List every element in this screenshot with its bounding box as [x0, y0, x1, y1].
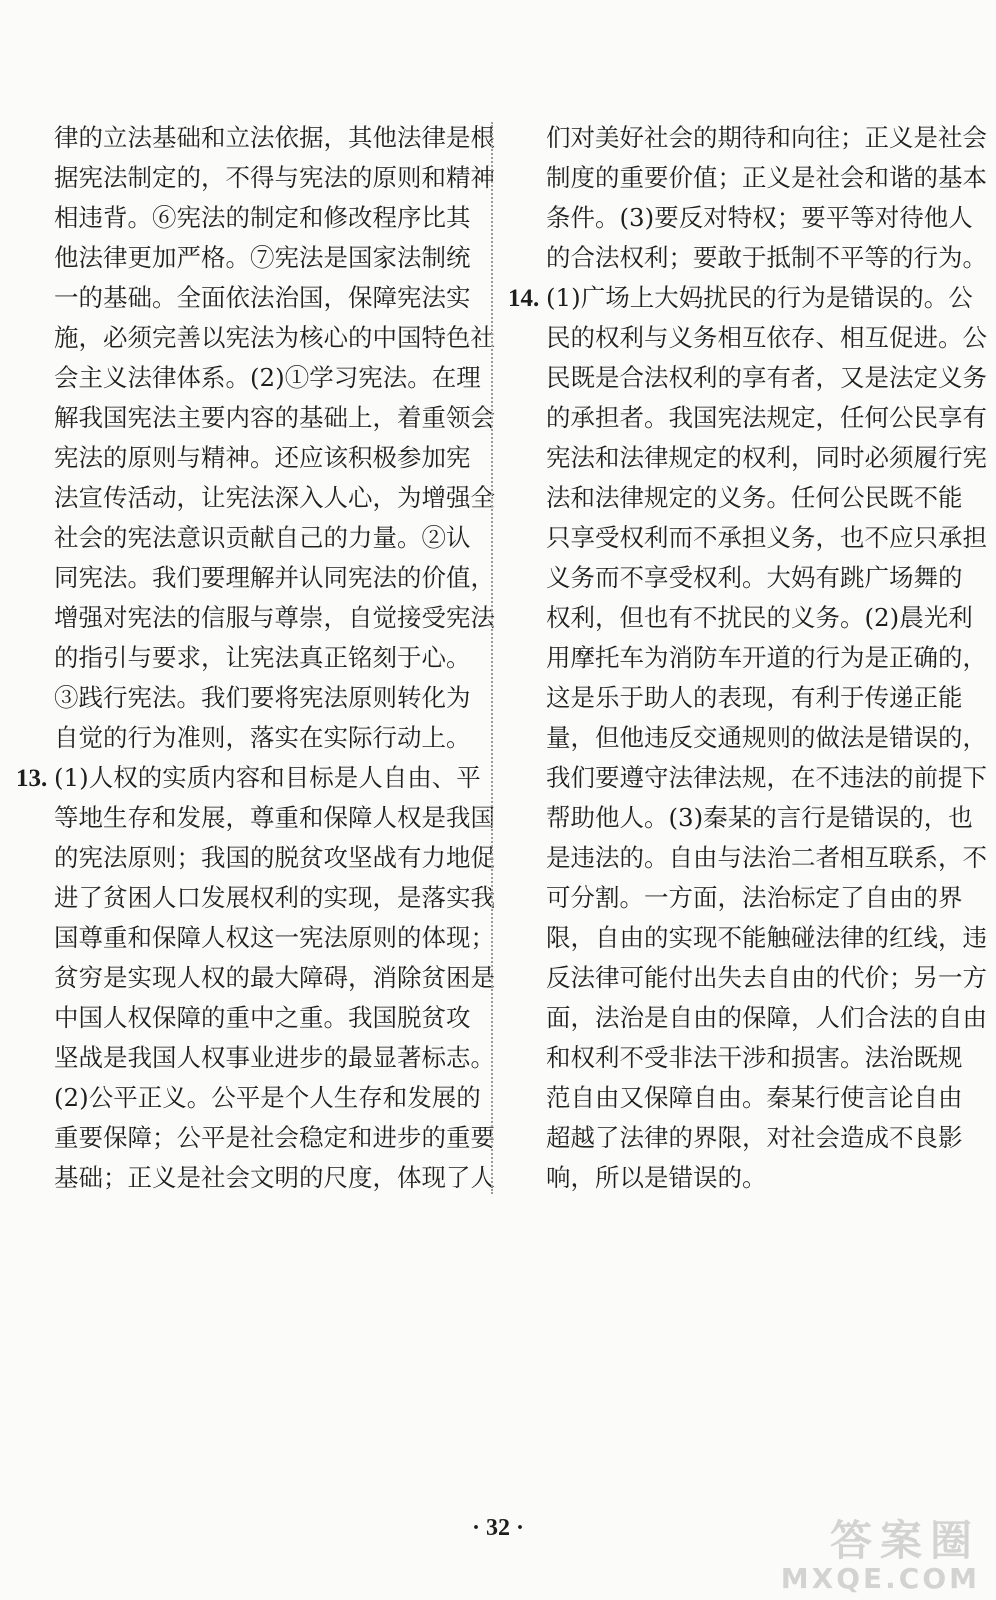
q13-continuation: [508, 118, 987, 278]
page-number: · 32 ·: [471, 1515, 524, 1541]
q12-continuation: [16, 118, 495, 758]
text-line: 施，必须完善以宪法为核心的中国特色社: [54, 323, 495, 352]
text-line: 进了贫困人口发展权利的实现，是落实我: [54, 883, 495, 912]
text-line: 一的基础。全面依法治国，保障宪法实: [54, 283, 471, 312]
text-line: 量，但他违反交通规则的做法是错误的，: [546, 723, 987, 752]
watermark-text: 答案圈: [829, 1516, 980, 1565]
column-divider: [491, 122, 493, 1194]
text-line: 帮助他人。(3)秦某的言行是错误的，也: [546, 803, 973, 832]
text-line: 限，自由的实现不能触碰法律的红线，违: [546, 923, 987, 952]
question-14-answer: [508, 278, 987, 1198]
text-line: 律的立法基础和立法依据，其他法律是根: [54, 123, 495, 152]
text-line: 宪法和法律规定的权利，同时必须履行宪: [546, 443, 987, 472]
text-line-body: (1)人权的实质内容和目标是人自由、平: [54, 763, 481, 792]
text-line: 们对美好社会的期待和向往；正义是社会: [546, 123, 987, 152]
text-line: 的承担者。我国宪法规定，任何公民享有: [546, 403, 987, 432]
text-line: 宪法的原则与精神。还应该积极参加宪: [54, 443, 471, 472]
text-line: 会主义法律体系。(2)①学习宪法。在理: [54, 363, 481, 392]
text-line: 重要保障；公平是社会稳定和进步的重要: [54, 1123, 495, 1152]
text-line: ③践行宪法。我们要将宪法原则转化为: [54, 683, 471, 712]
question-13-answer: [16, 758, 495, 1198]
text-line: 的指引与要求，让宪法真正铭刻于心。: [54, 643, 471, 672]
text-line: 他法律更加严格。⑦宪法是国家法制统: [54, 243, 471, 272]
text-line: 超越了法律的界限，对社会造成不良影: [546, 1123, 963, 1152]
left-column: [16, 118, 495, 1198]
text-line: 民的权利与义务相互依存、相互促进。公: [546, 323, 987, 352]
text-line: [508, 278, 982, 318]
text-line: (2)公平正义。公平是个人生存和发展的: [54, 1083, 481, 1112]
text-line: 法宣传活动，让宪法深入人心，为增强全: [54, 483, 495, 512]
text-line: 据宪法制定的，不得与宪法的原则和精神: [54, 163, 495, 192]
text-line: 这是乐于助人的表现，有利于传递正能: [546, 683, 963, 712]
text-line: 民既是合法权利的享有者，又是法定义务: [546, 363, 987, 392]
question-number: 14.: [508, 285, 540, 312]
text-line: 法和法律规定的义务。任何公民既不能: [546, 483, 963, 512]
text-line: 可分割。一方面，法治标定了自由的界: [546, 883, 963, 912]
text-line-body: (1)广场上大妈扰民的行为是错误的。公: [546, 283, 973, 312]
text-line: 的宪法原则；我国的脱贫攻坚战有力地促: [54, 843, 495, 872]
text-line: 义务而不享受权利。大妈有跳广场舞的: [546, 563, 963, 592]
text-line: 贫穷是实现人权的最大障碍，消除贫困是: [54, 963, 495, 992]
text-line: 坚战是我国人权事业进步的最显著标志。: [54, 1043, 495, 1072]
text-line: 基础；正义是社会文明的尺度，体现了人: [54, 1163, 495, 1192]
text-line: 中国人权保障的重中之重。我国脱贫攻: [54, 1003, 471, 1032]
text-line: 社会的宪法意识贡献自己的力量。②认: [54, 523, 471, 552]
text-line: 的合法权利；要敢于抵制不平等的行为。: [546, 243, 987, 272]
text-line: 范自由又保障自由。秦某行使言论自由: [546, 1083, 963, 1112]
text-line: 权利，但也有不扰民的义务。(2)晨光利: [546, 603, 973, 632]
text-line: 用摩托车为消防车开道的行为是正确的，: [546, 643, 987, 672]
text-line: 和权利不受非法干涉和损害。法治既规: [546, 1043, 963, 1072]
watermark-domain: MXQE.COM: [780, 1562, 980, 1595]
question-number: 13.: [16, 765, 48, 792]
text-line: 反法律可能付出失去自由的代价；另一方: [546, 963, 987, 992]
text-line: 自觉的行为准则，落实在实际行动上。: [54, 723, 471, 752]
text-line: 我们要遵守法律法规，在不违法的前提下: [546, 763, 987, 792]
text-line: 增强对宪法的信服与尊崇，自觉接受宪法: [54, 603, 495, 632]
text-line: 等地生存和发展，尊重和保障人权是我国: [54, 803, 495, 832]
right-column: [508, 118, 987, 1198]
text-line: 面，法治是自由的保障，人们合法的自由: [546, 1003, 987, 1032]
text-line: 是违法的。自由与法治二者相互联系，不: [546, 843, 987, 872]
watermark-logo: [710, 1518, 980, 1594]
text-line: 只享受权利而不承担义务，也不应只承担: [546, 523, 987, 552]
text-line: 条件。(3)要反对特权；要平等对待他人: [546, 203, 973, 232]
text-line: 响，所以是错误的。: [546, 1163, 767, 1192]
text-line: 解我国宪法主要内容的基础上，着重领会: [54, 403, 495, 432]
text-line: [16, 758, 481, 798]
text-line: 制度的重要价值；正义是社会和谐的基本: [546, 163, 987, 192]
text-line: 相违背。⑥宪法的制定和修改程序比其: [54, 203, 471, 232]
text-line: 同宪法。我们要理解并认同宪法的价值，: [54, 563, 495, 592]
text-line: 国尊重和保障人权这一宪法原则的体现；: [54, 923, 495, 952]
